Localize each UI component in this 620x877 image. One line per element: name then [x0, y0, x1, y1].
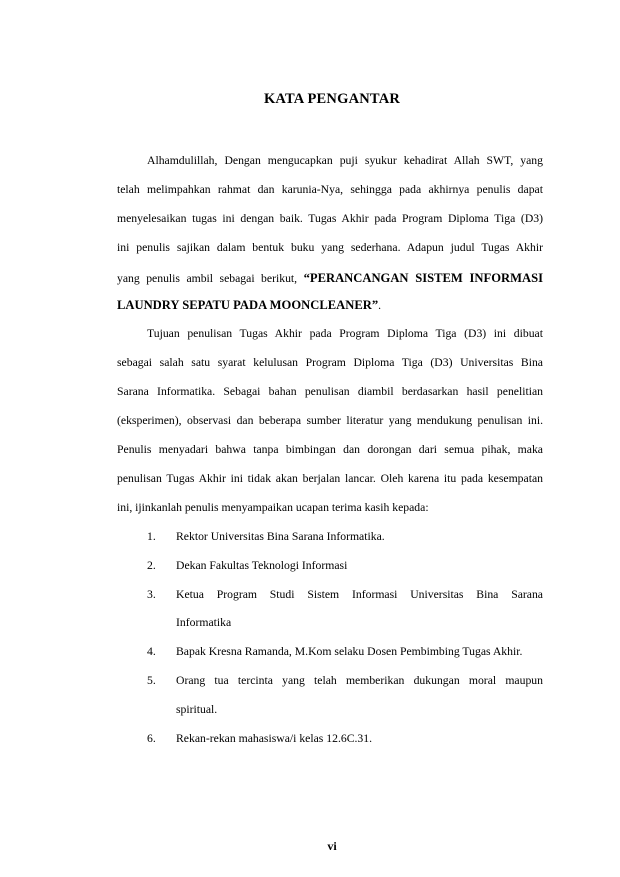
- paragraph-2-line-6: penulisan Tugas Akhir ini tidak akan berjalan lancar. Oleh karena itu pada kesempatan: [117, 472, 543, 485]
- paragraph-2-line-2: sebagai salah satu syarat kelulusan Program Diploma Tiga (D3) Universitas Bina: [117, 356, 543, 369]
- list-item-2-text: Dekan Fakultas Teknologi Informasi: [176, 559, 348, 572]
- page-number: vi: [327, 839, 337, 853]
- list-item-5-text-line-2: spiritual.: [176, 703, 218, 716]
- paragraph-1-line-6: [117, 297, 543, 314]
- paragraph-1-line-2: telah melimpahkan rahmat dan karunia-Nya, sehingga pada akhirnya penulis dapat: [117, 183, 543, 196]
- list-item-1-number: 1.: [147, 530, 156, 543]
- list-item-5-number: 5.: [147, 674, 156, 687]
- paragraph-1-line-6-end: .: [378, 299, 382, 312]
- paragraph-1-line-1: Alhamdulillah, Dengan mengucapkan puji syukur kehadirat Allah SWT, yang: [147, 154, 543, 167]
- list-item-3-number: 3.: [147, 588, 156, 601]
- list-item-6-number: 6.: [147, 732, 156, 745]
- paragraph-1-line-4: ini penulis sajikan dalam bentuk buku yang sederhana. Adapun judul Tugas Akhir: [117, 241, 543, 254]
- paragraph-2-line-3: Sarana Informatika. Sebagai bahan penulisan diambil berdasarkan hasil penelitian: [117, 385, 543, 398]
- paragraph-1-line-3: menyelesaikan tugas ini dengan baik. Tugas Akhir pada Program Diploma Tiga (D3): [117, 212, 543, 225]
- list-item-4-number: 4.: [147, 645, 156, 658]
- list-item-3-text-line-1: Ketua Program Studi Sistem Informasi Universitas Bina Sarana: [176, 588, 543, 601]
- thesis-title-part-1: “PERANCANGAN SISTEM INFORMASI: [303, 271, 543, 285]
- page-title: KATA PENGANTAR: [263, 91, 401, 107]
- paragraph-2-line-7: ini, ijinkanlah penulis menyampaikan ucapan terima kasih kepada:: [117, 501, 429, 514]
- list-item-3-text-line-2: Informatika: [176, 616, 232, 629]
- paragraph-2-line-1: Tujuan penulisan Tugas Akhir pada Program Diploma Tiga (D3) ini dibuat: [147, 327, 543, 340]
- list-item-4-text: Bapak Kresna Ramanda, M.Kom selaku Dosen Pembimbing Tugas Akhir.: [176, 645, 523, 658]
- list-item-1-text: Rektor Universitas Bina Sarana Informatika.: [176, 530, 385, 543]
- paragraph-1-line-5: [117, 270, 543, 287]
- list-item-6-text: Rekan-rekan mahasiswa/i kelas 12.6C.31.: [176, 732, 373, 745]
- list-item-5-text-line-1: Orang tua tercinta yang telah memberikan dukungan moral maupun: [176, 674, 543, 687]
- thesis-title-part-2: LAUNDRY SEPATU PADA MOONCLEANER”: [117, 298, 379, 312]
- list-item-2-number: 2.: [147, 559, 156, 572]
- paragraph-2-line-5: Penulis menyadari bahwa tanpa bimbingan dan dorongan dari semua pihak, maka: [117, 443, 543, 456]
- paragraph-1-line-5-text: yang penulis ambil sebagai berikut,: [117, 272, 304, 285]
- paragraph-2-line-4: (eksperimen), observasi dan beberapa sumber literatur yang mendukung penulisan ini.: [117, 414, 543, 427]
